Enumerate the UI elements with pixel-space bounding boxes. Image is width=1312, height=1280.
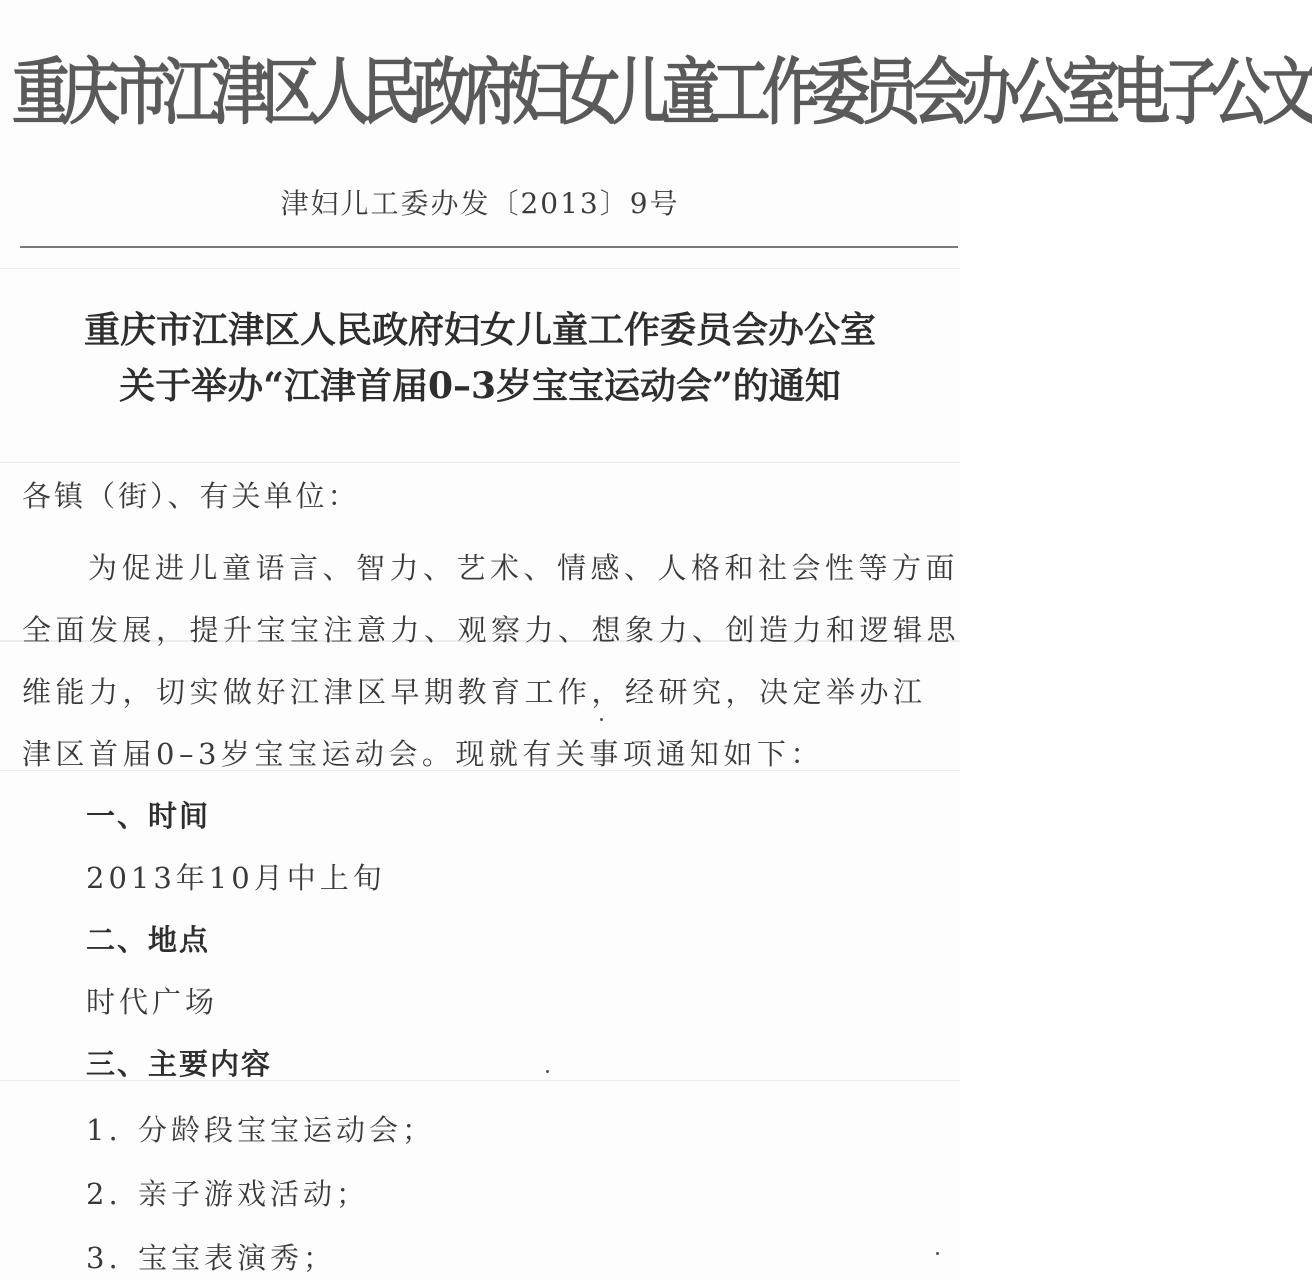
list-item <box>86 1172 369 1213</box>
paper-bleed-line <box>0 462 960 463</box>
list-item-text: 亲子游戏活动； <box>138 1177 370 1211</box>
list-item <box>86 1108 435 1149</box>
paragraph-line: 津区首届0–3岁宝宝运动会。现就有关事项通知如下： <box>22 737 824 771</box>
list-item-number: 3. <box>86 1241 122 1275</box>
notice-title <box>0 302 960 414</box>
paragraph-line: 维能力，切实做好江津区早期教育工作，经研究，决定举办江 <box>22 675 927 709</box>
paper-bleed-line <box>0 268 960 269</box>
paragraph-line: 全面发展，提升宝宝注意力、观察力、想象力、创造力和逻辑思 <box>22 613 961 647</box>
notice-title-line-1: 重庆市江津区人民政府妇女儿童工作委员会办公室 <box>83 309 876 351</box>
scan-speck <box>546 1070 549 1073</box>
office-document-header: 重庆市江津区人民政府妇女儿童工作委员会办公室电子公文 <box>12 50 1312 135</box>
paragraph-line: 为促进儿童语言、智力、艺术、情感、人格和社会性等方面 <box>88 551 960 585</box>
scan-speck <box>600 718 603 721</box>
document-number: 津妇儿工委办发〔2013〕9号 <box>280 187 680 220</box>
list-item-text: 分龄段宝宝运动会； <box>138 1113 436 1147</box>
list-item-number: 2. <box>86 1177 122 1211</box>
section-heading-content: 三、主要内容 <box>86 1047 273 1081</box>
salutation: 各镇（街）、有关单位： <box>22 479 360 513</box>
section-text-time: 2013年10月中上旬 <box>86 861 386 895</box>
scan-speck <box>936 1252 939 1255</box>
list-item-text: 宝宝表演秀； <box>138 1241 337 1275</box>
section-heading-time: 一、时间 <box>86 799 211 833</box>
header-divider-line <box>20 246 958 248</box>
section-text-location: 时代广场 <box>86 985 219 1019</box>
section-heading-location: 二、地点 <box>86 923 211 957</box>
list-item-number: 1. <box>86 1113 122 1147</box>
list-item <box>86 1236 336 1277</box>
notice-title-line-2: 关于举办“江津首届0–3岁宝宝运动会”的通知 <box>119 365 841 407</box>
